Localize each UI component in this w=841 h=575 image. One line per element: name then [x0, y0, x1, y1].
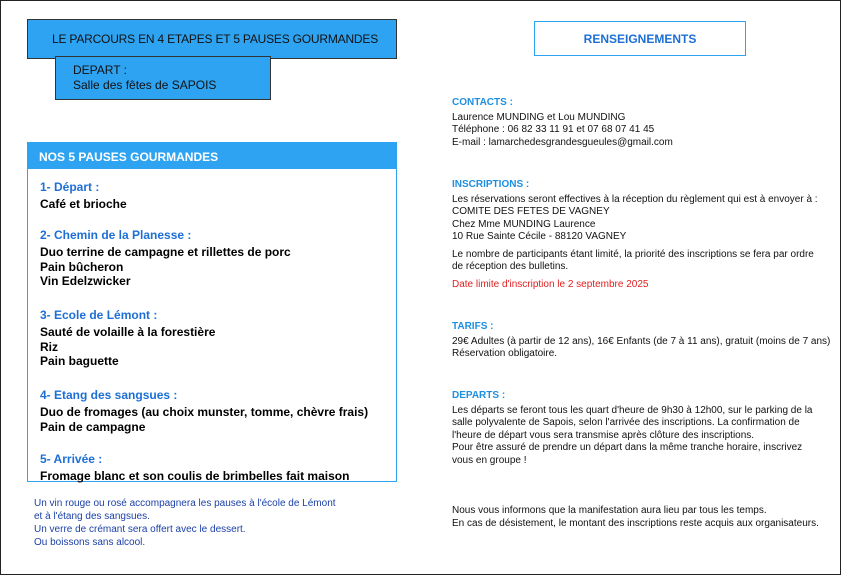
pause-item: Riz	[40, 339, 58, 354]
pause-item: Pain de campagne	[40, 419, 146, 434]
contact-line: Laurence MUNDING et Lou MUNDING	[452, 111, 626, 123]
pause-2	[40, 228, 291, 289]
pause-item: Sauté de volaille à la forestière	[40, 325, 216, 339]
inscription-deadline: Date limite d'inscription le 2 septembre 2025	[452, 278, 649, 290]
inscriptions-section	[452, 179, 818, 291]
pause-item: Café et brioche	[40, 197, 127, 211]
departs-heading: DEPARTS :	[452, 390, 506, 401]
pause-item: Duo terrine de campagne et rillettes de porc	[40, 245, 291, 259]
pause-item: Vin Edelzwicker	[40, 274, 131, 288]
pause-3	[40, 308, 215, 369]
pause-title: 4- Etang des sangsues :	[40, 388, 178, 402]
pause-title: 2- Chemin de la Planesse :	[40, 228, 192, 242]
depart-box	[55, 56, 271, 100]
pause-4	[40, 388, 368, 434]
contact-phone: Téléphone : 06 82 33 11 91 et 07 68 07 41 45	[452, 124, 655, 135]
pause-title: 5- Arrivée :	[40, 452, 103, 466]
note-line: Ou boissons sans alcool.	[34, 537, 146, 548]
note-line: Un verre de crémant sera offert avec le dessert.	[34, 524, 246, 535]
pause-1	[40, 180, 127, 212]
pause-item: Pain bûcheron	[40, 259, 124, 274]
footer-line: Nous vous informons que la manifestation aura lieu par tous les temps.	[452, 505, 767, 516]
pause-item: Duo de fromages (au choix munster, tomme, chèvre frais)	[40, 405, 369, 419]
depart-location: Salle des fêtes de SAPOIS	[73, 78, 217, 92]
contacts-section	[452, 97, 673, 149]
pause-5	[40, 452, 349, 484]
tarif-line: 29€ Adultes (à partir de 12 ans), 16€ Enfants (de 7 à 11 ans), gratuit (moins de 7 ans)	[452, 335, 831, 347]
contact-email: E-mail : lamarchedesgrandesgueules@gmail.com	[452, 136, 673, 148]
inscription-line: Le nombre de participants étant limité, la priorité des inscriptions se fera par ordre	[452, 248, 814, 260]
tarifs-heading: TARIFS :	[452, 321, 494, 332]
pauses-panel	[27, 142, 397, 482]
footer-line: En cas de désistement, le montant des inscriptions reste acquis aux organisateurs.	[452, 517, 819, 529]
inscription-line: COMITE DES FETES DE VAGNEY	[452, 206, 610, 217]
note-line: et à l'étang des sangsues.	[34, 511, 150, 522]
note-line: Un vin rouge ou rosé accompagnera les pauses à l'école de Lémont	[34, 498, 336, 509]
depart-label: DEPART :	[73, 63, 128, 77]
depart-line: vous en groupe !	[452, 454, 527, 466]
contacts-heading: CONTACTS :	[452, 97, 513, 108]
pauses-heading: NOS 5 PAUSES GOURMANDES	[28, 143, 396, 169]
pause-title: 1- Départ :	[40, 180, 100, 194]
depart-line: l'heure de départ vous sera transmise après clôture des inscriptions.	[452, 429, 755, 441]
depart-line: Pour être assuré de prendre un départ dans la même tranche horaire, inscrivez	[452, 442, 803, 453]
pause-item: Fromage blanc et son coulis de brimbelles fait maison	[40, 469, 350, 483]
depart-line: salle polyvalente de Sapois, selon l'arrivée des inscriptions. La confirmation de	[452, 417, 800, 428]
departs-section	[452, 390, 812, 467]
renseignements-title: RENSEIGNEMENTS	[534, 21, 746, 56]
footer-note	[452, 505, 819, 530]
inscription-line: Les réservations seront effectives à la réception du règlement qui est à envoyer à :	[452, 193, 818, 205]
pause-title: 3- Ecole de Lémont :	[40, 308, 158, 322]
drinks-note	[34, 497, 336, 549]
inscription-line: 10 Rue Sainte Cécile - 88120 VAGNEY	[452, 231, 627, 242]
depart-line: Les départs se feront tous les quart d'heure de 9h30 à 12h00, sur le parking de la	[452, 404, 813, 416]
inscription-line: Chez Mme MUNDING Laurence	[452, 218, 596, 230]
parcours-banner: LE PARCOURS EN 4 ETAPES ET 5 PAUSES GOURMANDES	[27, 19, 397, 59]
inscription-line: de réception des bulletins.	[452, 261, 569, 272]
tarif-line: Réservation obligatoire.	[452, 348, 558, 359]
inscriptions-heading: INSCRIPTIONS :	[452, 179, 530, 190]
tarifs-section	[452, 321, 830, 361]
pause-item: Pain baguette	[40, 354, 119, 368]
